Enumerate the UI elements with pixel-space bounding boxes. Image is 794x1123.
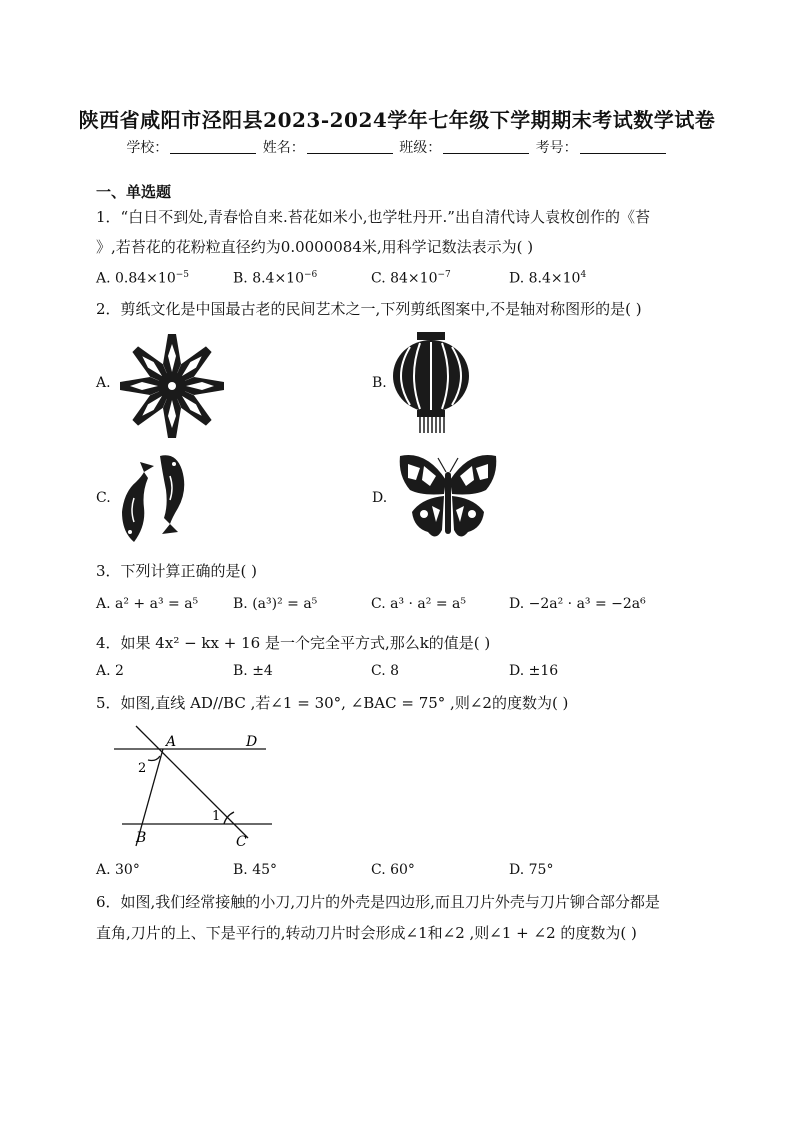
- class-label: 班级：: [399, 140, 442, 156]
- q5-option-d: D. 75°: [509, 862, 554, 878]
- q2-label-b: B.: [372, 375, 387, 391]
- q1-line1: 1．“白日不到处,青春恰自来.苔花如米小,也学牡丹开.”出自清代诗人袁枚创作的《苔: [96, 208, 650, 226]
- q3-option-c: C. a³ · a² = a⁵: [371, 596, 466, 612]
- q4-text: 4．如果 4x² − kx + 16 是一个完全平方式,那么k的值是( ): [96, 634, 491, 652]
- q3-text: 3．下列计算正确的是( ): [96, 562, 258, 580]
- q4-option-d: D. ±16: [509, 663, 559, 679]
- student-info-line: [0, 137, 794, 157]
- papercut-butterfly-image: [396, 450, 500, 546]
- name-blank[interactable]: [307, 139, 393, 154]
- q2-label-d: D.: [372, 490, 388, 506]
- q3-option-d: D. −2a² · a³ = −2a⁶: [509, 596, 646, 612]
- q1-option-c: C. $84\times 10^{-7}$: [371, 270, 451, 287]
- q5-geometry-figure: [108, 724, 278, 850]
- q5-option-b: B. 45°: [233, 862, 278, 878]
- section-heading: 一、单选题: [96, 183, 172, 201]
- q2-label-a: A.: [96, 375, 111, 391]
- q5-angle-2: 2: [138, 761, 147, 776]
- q6-line1: 6．如图,我们经常接触的小刀,刀片的外壳是四边形,而且刀片外壳与刀片铆合部分都是: [96, 893, 660, 911]
- q1-option-a: A. $0.84\times 10^{-5}$: [96, 270, 190, 287]
- q5-label-c: C: [236, 834, 247, 850]
- q4-option-c: C. 8: [371, 663, 400, 679]
- class-blank[interactable]: [443, 139, 529, 154]
- q2-label-c: C.: [96, 490, 111, 506]
- q5-text: 5．如图,直线 AD//BC ,若∠1 = 30°, ∠BAC = 75° ,则∠2的度数为( ): [96, 694, 569, 712]
- q1-line2: 》,若苔花的花粉粒直径约为0.0000084米,用科学记数法表示为( ): [96, 238, 534, 256]
- papercut-flower-image: [116, 330, 228, 442]
- q2-text: 2．剪纸文化是中国最古老的民间艺术之一,下列剪纸图案中,不是轴对称图形的是( ): [96, 300, 642, 318]
- q5-label-b: B: [136, 830, 147, 846]
- q3-option-a: A. a² + a³ = a⁵: [96, 596, 199, 612]
- page-title: 陕西省咸阳市泾阳县2023-2024学年七年级下学期期末考试数学试卷: [78, 108, 716, 132]
- q5-label-d: D: [246, 734, 258, 750]
- name-label: 姓名：: [262, 140, 305, 156]
- q1-option-d: D. $8.4\times 10^4$: [509, 270, 587, 287]
- q5-option-c: C. 60°: [371, 862, 415, 878]
- papercut-koi-fish-image: [112, 446, 200, 546]
- q4-option-a: A. 2: [96, 663, 124, 679]
- number-label: 考号：: [535, 140, 578, 156]
- q6-line2: 直角,刀片的上、下是平行的,转动刀片时会形成∠1和∠2 ,则∠1 + ∠2 的度数为( ): [96, 924, 637, 942]
- papercut-lantern-image: [390, 330, 472, 435]
- q4-option-b: B. ±4: [233, 663, 273, 679]
- q1-option-b: B. $8.4\times 10^{-6}$: [233, 270, 318, 287]
- school-blank[interactable]: [170, 139, 256, 154]
- q5-option-a: A. 30°: [96, 862, 140, 878]
- q5-angle-1: 1: [212, 809, 221, 824]
- q5-label-a: A: [166, 734, 177, 750]
- number-blank[interactable]: [580, 139, 666, 154]
- school-label: 学校：: [126, 140, 169, 156]
- q3-option-b: B. (a³)² = a⁵: [233, 596, 318, 612]
